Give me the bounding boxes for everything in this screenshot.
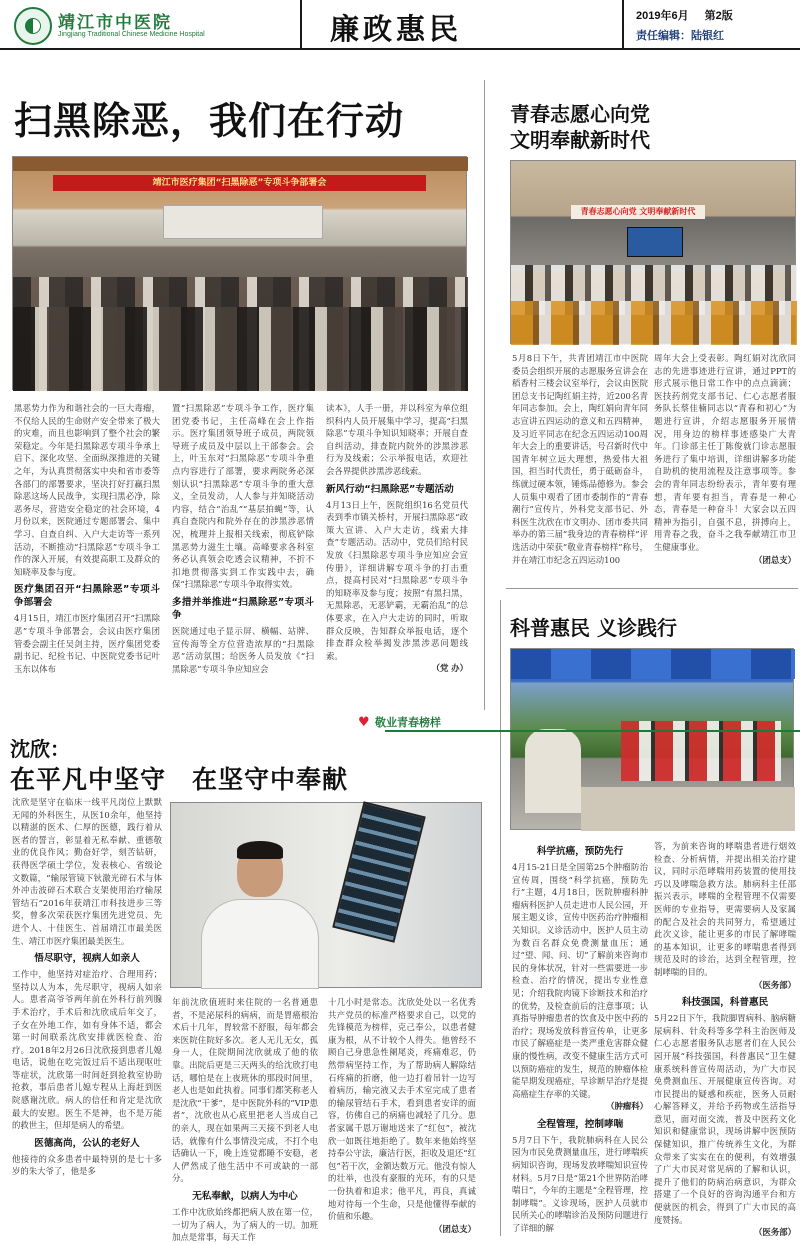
tag-rule bbox=[385, 730, 800, 732]
subheading: 新风行动“扫黑除恶”专题活动 bbox=[326, 483, 454, 495]
science-article-col1: 科学抗癌，预防先行 4月15-21日是全国第25个肿瘤防治宣传周，围绕“科学抗癌，预防先行”主题，4月18日，医院肿瘤科肿瘤病科医护人员走进市人民公园，开展主题义诊，宣传中医药治疗肿瘤相关知识。义诊活动中，医护人员主动为数百名群众免费测量血压；通过“望、闻、问、切”了解前来咨询市民的身体状况，针对一些需要进一步检查、治疗的情况，提出专业性意见；介绍我院肉镜下诊断技术和治疗的优势，及检查前后的注意事项；认真指导肿瘤患者的饮食及中医中药的治疗；现场发放科普宣传单，让更多市民了解癌症是一类严重危害群众健康的慢性病，改变不健康生活方式可以预防癌症的发生，规范的肿瘤体检能早期发现癌症，早诊断早治疗是提高癌症生存率的关键。 （肿瘤科） 全程管理，控制哮喘 5月7日下午，我院肺病科在人民公园为市民免费测量血压，进行哮喘疾病知识咨询，现场发放哮喘知识宣传材料。5月7日是“第21个世界防治哮喘日”，今年的主题是“全程管理，控制哮喘”。义诊现场，医护人员就市民所关心的哮喘诊治及预防问题进行了详细的解 bbox=[512, 846, 648, 1234]
youth-article-col1: 5月8日下午，共青团靖江市中医院委员会组织开展的志愿服务宣讲会在稻香村三楼会议室举行，会议由医院团总支书记陶红娟主持，近200名青年同志参加。会上，陶红娟向青年同志宣讲五四运动的意义和五四精神，及习近平同志在纪念五四运动100周年大会上的重要讲话，号召新时代中国青年树立远大理想，热爱伟大祖国，担当时代责任，勇于砥砺奋斗，练就过硬本领，锤炼品德修为。参会人员集中观看了团市委制作的“青春潮行”宣传片，外科党支部书记、外科医生沈欣在市文明办、团市委共同举办的第三届“我身边的青春榜样”评选活动中荣获“敬业青春榜样”称号，并在靖江市纪念五四运动100 bbox=[512, 353, 648, 565]
profile-col2: 年前沈欣值班时来住院的一名普通患者，不是泌尿科的病病，而是胃癌根治术后十几年，胃较常不舒服，每年都会来医院住院好多次。老人无儿无女，孤身一人，住院期间沈欣就成了他的依靠。出院后更是三天两头的给沈欣打电话，哪怕是在上夜班休的那段时间里，老人也是如此执着。同事们都笑称老人是沈欣“干爹”，是中医院外科的“VIP患者”，沈欣也从心底里把老人当成自己的亲人，现在如果两三天接不到老人电话，就像有什么事情没完成，不打个电话确认一下，晚上连觉都睡不安稳，老人俨然成了他生活中不可或缺的一部分。 无私奉献，以病人为中心 工作中沈欣始终都把病人放在第一位，一切为了病人，为了病人的一切。加班加点是常事，每天工作 bbox=[172, 997, 318, 1243]
divider bbox=[300, 0, 302, 48]
hospital-name: 靖江市中医院 bbox=[58, 13, 172, 33]
science-article-col2: 答，为前来咨询的哮喘患者进行烟效检查、分析病情，并提出相关治疗建议，同时示范哮喘用药装置的使用技巧以及哮喘急救方法。肺病科主任邵振兴表示，哮喘的全程管理不仅需要医师的专业指导，更需要病人及家属的配合及社会的共同努力，希望通过此次义诊，能让更多的市民了解哮喘的基本知识，让更多的哮喘患者得到规范及时的诊治，达到全程管理，控制哮喘的目的。 （医务部） 科技强国，科普惠民 5月22日下午，我院脚胃病科、脑病糖尿病科、针灸科等多学科主治医师及仁心志愿者服务队志愿者们在人民公园开展“科技强国，科普惠民”卫生健康系统科普宣传周活动，为广大市民免费测血压、开展健康宣传咨询。对市民提出的疑惑和疾症，医务人员耐心解答释义，并给予药物或生活指导意见，面对面交流，普及中医药文化知识和健康常识，现场讲解中医预防保健知识，推广传统养生文化，为群众带来了实实在在的便利，有效增强了广大市民对常见病的了解和认识，提升了他们的防病治病意识，为群众搭建了一个良好的咨询沟通平台和方便就医的机会，得到了广大市民的高度赞扬。 （医务部） bbox=[654, 841, 796, 1238]
profile-name: 沈欣： bbox=[10, 737, 70, 761]
main-headline: 扫黑除恶，我们在行动 bbox=[14, 99, 405, 143]
byline: （团总支） bbox=[754, 554, 796, 565]
subheading: 多措并举推进“扫黑除恶”专项斗争 bbox=[172, 596, 314, 621]
doctor-photo bbox=[170, 802, 482, 988]
main-article-col2: 置“扫黑除恶”专项斗争工作，医疗集团党委书记，主任高峰在会上作指示。医疗集团领导班子成员，两院领导班子成员及中层以上干部参会。会上，叶玉东对“扫黑除恶”专项斗争重点内容进行了部署，要求两院务必深刻认识“扫黑除恶”专项斗争的重大意义，全员发动，人人参与并知晓活动内容，结合“治乱”“基层拍蝇”等，认真自查院内和院外存在的涉黑涉恶情况，梳理并上报相关线索，彻底铲除黑恶势力滋生土壤。高峰要求各科室务必认真领会吃透会议精神，不折不扣地贯彻落实到工作实践中去，确保“扫黑除恶”专项斗争取得实效。 多措并举推进“扫黑除恶”专项斗争 医院通过电子显示屏、横幅、站牌、宣传海等全方位营造浓厚的“扫黑除恶”活动氛围；给医务人员发放《“扫黑除恶”专项斗争应知应会 bbox=[172, 403, 314, 674]
youth-title-line2: 文明奉献新时代 bbox=[510, 128, 650, 152]
issue-date: 2019年6月 bbox=[636, 10, 689, 22]
profile-headline: 在平凡中坚守 在坚守中奉献 bbox=[10, 765, 349, 794]
section-divider bbox=[506, 588, 798, 589]
subheading: 科技强国，科普惠民 bbox=[681, 997, 769, 1009]
section-title: 廉政惠民 bbox=[330, 12, 463, 46]
hospital-logo bbox=[14, 7, 52, 45]
page-number: 第2版 bbox=[704, 10, 733, 22]
column-divider bbox=[484, 80, 485, 710]
byline: （党 办） bbox=[431, 663, 468, 674]
heart-icon: ♥ bbox=[358, 715, 370, 730]
column-divider bbox=[500, 600, 501, 1236]
subheading: 全程管理，控制哮喘 bbox=[536, 1118, 624, 1130]
photo-banner: 靖江市医疗集团“扫黑除恶”专项斗争部署会 bbox=[53, 175, 426, 191]
profile-col3: 十几小时是常态。沈欣处处以一名优秀共产党员的标准严格要求自己，以党的先锋模范为榜样，克己奉公，以患者健康为根，从不计较个人得失。他曾经不顾自己身患急性阑尾炎，疼痛难忍，仍然带病坚持工作，为了帮助病人解除结石疼痛的折磨，他一边打着吊针一边写着病历，输完液又去手术室完成了患者的输尿管结石手术，看到患者安详的面容，仿佛自己的病痛也减轻了几分。患者家属千恩万谢地送来了“红包”，被沈欣一如既往地拒绝了。数年来他始终坚持奉公守法，廉洁行医，拒收及退还“红包”若干次，金额达数万元。他没有惊人的壮举，也没有豪服的光环，有的只是一份执着和追求；他平凡，再良，真诚地对待每一个生命，只是他懂得奉献的价值和乐趣。 （团总支） bbox=[328, 997, 476, 1234]
editor-credit: 责任编辑：陆银红 bbox=[636, 30, 724, 42]
feature-tag: ♥ 敬业青春榜样 bbox=[358, 715, 441, 730]
photo-banner: 青春志愿心向党 文明奉献新时代 bbox=[571, 205, 705, 219]
subheading: 悟尽职守，视病人如亲人 bbox=[34, 953, 140, 965]
profile-col1: 沈欣是坚守在临床一线平凡岗位上默默无闻的外科医生，从医10余年，他坚持以精湛的医术、仁厚的医德，践行着从医者的誓言，彰显着无私奉献、重德敬业的优良作风；勤奋好学，刻苦钻研，获得医学硕士学位，发表核心、省级论文数篇，“输尿管镜下钬激光碎石术与体外冲击波碎石术联合支架使用治疗输尿管结石”2016年获靖江市科技进步三等奖，曾多次荣获医疗集团先进党员、先进个人、十佳医生、首届靖江市最美医生、靖江市医疗集团最美医生。 悟尽职守，视病人如亲人 工作中，他坚持对症治疗、合理用药；坚持以人为本，先尽职守，视病人如亲人。患者高爷爷两年前在外科行前列腺手术治疗，手术后和沈欣成后年交了，子女在外地工作，如有身体不适，都会第一时间联系沈欣安排就医检查、治疗。2018年2月26日沈欣接到患者儿媳电话，说他在吃完饭过后不适出现呕吐等症状，沈欣第一时间赶到抢救室协助抢救，事后患者儿媳专程从上海赶到医院感谢沈欣。病人的信任和肯定是沈欣最大的安慰。医生不是神，也不是万能的救世主，但却是病人的希望。 医德高尚，公认的老好人 他接待的众多患者中最特别的是七十多岁的朱大爷了，他是多 bbox=[12, 797, 162, 1177]
subheading: 科学抗癌，预防先行 bbox=[536, 846, 624, 857]
volunteer-photo bbox=[510, 160, 796, 344]
byline: （团总支） bbox=[434, 1223, 476, 1234]
hospital-name-en: Jingjiang Traditional Chinese Medicine Hospital bbox=[58, 31, 205, 38]
subheading: 医疗集团召开“扫黑除恶”专项斗争部署会 bbox=[14, 584, 160, 609]
byline: （肿瘤科） bbox=[606, 1101, 648, 1112]
science-title: 科普惠民 义诊践行 bbox=[510, 616, 677, 640]
subheading: 医德高尚，公认的老好人 bbox=[34, 1137, 140, 1149]
byline: （医务部） bbox=[754, 1227, 796, 1238]
youth-article-col2: 周年大会上受表彰。陶红娟对沈欣同志的先进事迹进行宣讲，通过PPT的形式展示他日常工作中的点点滴滴；医技药剂党支部书记、仁心志愿者服务队长蔡佳楠同志以“青春和初心”为题进行宣讲，介绍志愿服务开展情况，用身边的榜样事迹感染广大青年。门诊部主任丁陈俊就门诊志愿服务进行了集中培训，详细讲解多功能自助机的使用流程及注意事项等。参会的青年同志纷纷表示，青年要有理想，青年要有担当，青春是一种心态，青春是一种奋斗！大家会以五四精神为指引，自强不息，拼搏向上，用青春之我，奋斗之我奉献靖江市卫生健康事业。 （团总支） bbox=[654, 353, 796, 565]
issue-info bbox=[636, 7, 749, 23]
main-article-col1: 黑恶势力作为和谐社会的一巨大毒瘤，不仅给人民的生命财产安全带来了极大的灾难，而且也影响到了整个社会的繁荣稳定。今年是扫黑除恶专项斗争承上启下、深化攻坚、全面纵深推进的关键之年，为认真贯彻落实中央和省市委等各部门的部署要求，坚决打好打赢扫黑除恶这场人民战争，实现扫黑必净，除恶务尽，营造安全稳定的社会环境，4月份以来，医院通过专题部署会、集中学习、自查自纠、入户大走访等一系列活动，不断推动“扫黑除恶”专项斗争工作的深入开展，有效提高职工及群众的知晓率及参与度。 医疗集团召开“扫黑除恶”专项斗争部署会 4月15日，靖江市医疗集团召开“扫黑除恶”专项斗争部署会，会议由医疗集团管委会副主任吴剑主持，医疗集团党委副书记、纪检书记、中医院党委书记叶玉东以体布 bbox=[14, 403, 160, 674]
divider bbox=[622, 0, 624, 48]
youth-title-line1: 青春志愿心向党 bbox=[510, 102, 650, 126]
clinic-photo bbox=[510, 648, 794, 830]
byline: （医务部） bbox=[754, 979, 796, 990]
main-article-col3: 读本》，人手一册，并以科室为单位组织科内人员开展集中学习，提高“扫黑除恶”专项斗争知识知晓率；开展自查自纠活动，排查院内院外的涉黑涉恶行为及线索；公示举报电话，欢迎社会各界提供涉黑涉恶线索。 新风行动“扫黑除恶”专题活动 4月13日上午，医院组织16名党员代表到季市镇关桥村，开展扫黑除恶“政策大宣讲、入户大走访，线索大排查”专题活动。活动中，党员们给村民发放《扫黑除恶专项斗争应知应会宣传册》，详细讲解专项斗争的打击重点，提高村民对“扫黑除恶”专项斗争的知晓率及参与度；按照“有黑扫黑，无黑除恶，无恶铲霸，无霸治乱”的总体要求，在入户大走访的同时，听取群众反映，告知群众举报电话，逐个排查群众检举揭发涉黑涉恶问题线索。 （党 办） bbox=[326, 403, 468, 674]
subheading: 无私奉献，以病人为中心 bbox=[192, 1190, 298, 1202]
masthead bbox=[0, 0, 800, 50]
meeting-photo bbox=[12, 156, 467, 390]
yin-yang-icon bbox=[25, 18, 41, 34]
